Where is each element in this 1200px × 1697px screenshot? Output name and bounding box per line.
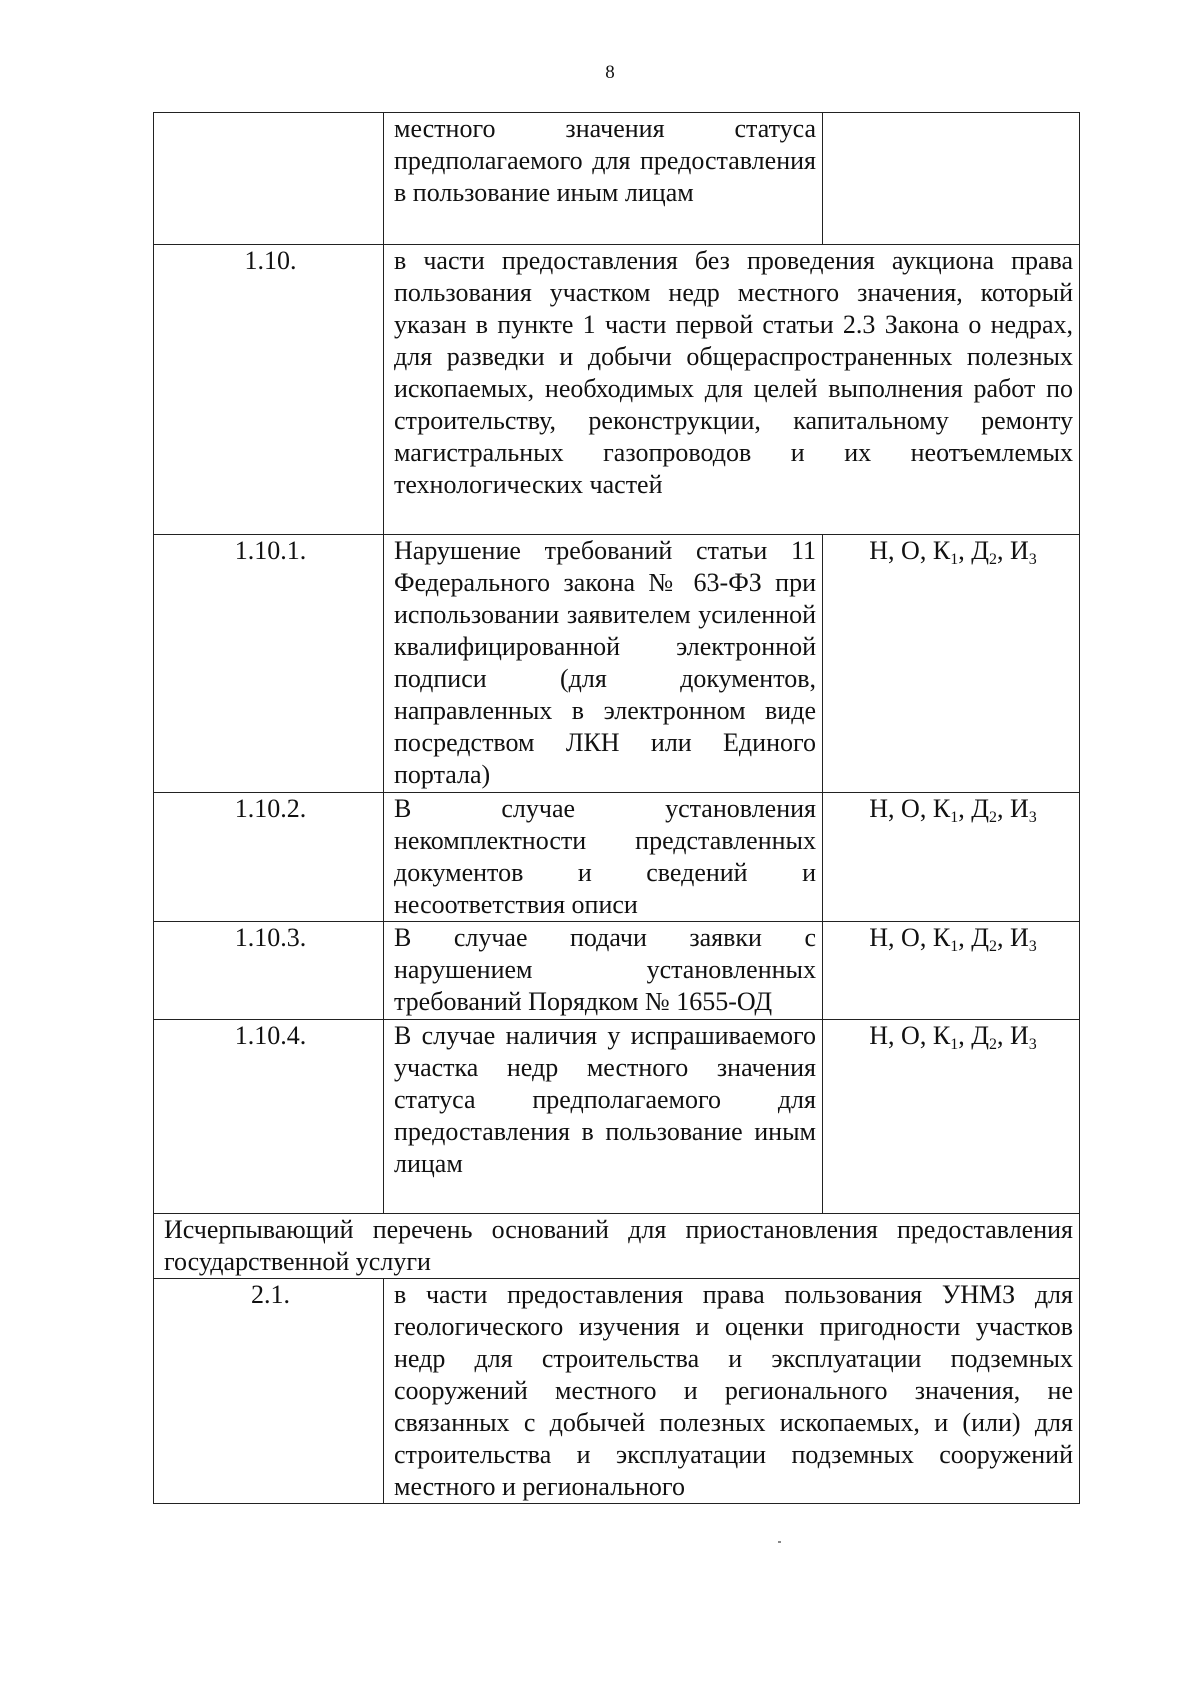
row-number: 2.1. xyxy=(154,1279,384,1504)
row-number: 1.10.2. xyxy=(154,793,384,922)
table-row xyxy=(154,535,1080,793)
scan-speck xyxy=(778,1541,781,1543)
code-text: , И xyxy=(996,794,1029,823)
code-text: , И xyxy=(996,1021,1029,1050)
code-subscript: 2 xyxy=(988,809,997,826)
table-row xyxy=(154,1020,1080,1214)
code-subscript: 3 xyxy=(1028,1036,1037,1053)
code-text: Н, О, К xyxy=(869,923,951,952)
row-codes xyxy=(823,793,1080,922)
table-row xyxy=(154,245,1080,535)
code-text: Н, О, К xyxy=(869,1021,951,1050)
code-subscript: 3 xyxy=(1028,551,1037,568)
row-description: в части предоставления без проведения аукциона права пользования участком недр местного значения, который указан в пункте 1 части первой статьи 2.3 Закона о недрах, для разведки и добычи общераспространенных полезных ископаемых, необходимых для целей выполнения работ по строительству, реконструкции, капитальному ремонту магистральных газопроводов и их неотъемлемых технологических частей xyxy=(384,245,1080,535)
row-description: В случае наличия у испрашиваемого участка недр местного значения статуса предполагаемого для предоставления в пользование иным лицам xyxy=(384,1020,823,1214)
section-heading: Исчерпывающий перечень оснований для приостановления предоставления государственной услуги xyxy=(154,1214,1080,1279)
row-number: 1.10. xyxy=(154,245,384,535)
code-subscript: 1 xyxy=(950,809,959,826)
table-row xyxy=(154,1279,1080,1504)
code-subscript: 1 xyxy=(950,938,959,955)
code-subscript: 3 xyxy=(1028,938,1037,955)
code-subscript: 2 xyxy=(988,1036,997,1053)
row-description: В случае установления некомплектности представленных документов и сведений и несоответствия описи xyxy=(384,793,823,922)
table-row xyxy=(154,113,1080,245)
row-number: 1.10.3. xyxy=(154,922,384,1020)
section-heading-row xyxy=(154,1214,1080,1279)
page-number: 8 xyxy=(605,62,615,83)
code-text: , Д xyxy=(958,794,989,823)
code-text: , И xyxy=(996,923,1029,952)
row-description: в части предоставления права пользования УНМЗ для геологического изучения и оценки пригодности участков недр для строительства и эксплуатации подземных сооружений местного и регионального значения, не связанных с добычей полезных ископаемых, и (или) для строительства и эксплуатации подземных сооружений местного и регионального xyxy=(384,1279,1080,1504)
grounds-table xyxy=(153,112,1080,1504)
row-number: 1.10.4. xyxy=(154,1020,384,1214)
row-number: 1.10.1. xyxy=(154,535,384,793)
code-text: , И xyxy=(996,536,1029,565)
row-codes xyxy=(823,1020,1080,1214)
code-text: Н, О, К xyxy=(869,536,951,565)
code-text: Н, О, К xyxy=(869,794,951,823)
row-description: местного значения статуса предполагаемого для предоставления в пользование иным лицам xyxy=(384,113,823,245)
code-text: , Д xyxy=(958,923,989,952)
table-row xyxy=(154,922,1080,1020)
row-codes xyxy=(823,535,1080,793)
code-subscript: 1 xyxy=(950,551,959,568)
row-codes xyxy=(823,113,1080,245)
code-text: , Д xyxy=(958,1021,989,1050)
row-codes xyxy=(823,922,1080,1020)
code-text: , Д xyxy=(958,536,989,565)
row-description: Нарушение требований статьи 11 Федерального закона № 63-ФЗ при использовании заявителем усиленной квалифицированной электронной подписи (для документов, направленных в электронном виде посредством ЛКН или Единого портала) xyxy=(384,535,823,793)
table-row xyxy=(154,793,1080,922)
code-subscript: 2 xyxy=(988,551,997,568)
row-number xyxy=(154,113,384,245)
code-subscript: 3 xyxy=(1028,809,1037,826)
row-description: В случае подачи заявки с нарушением установленных требований Порядком № 1655-ОД xyxy=(384,922,823,1020)
code-subscript: 2 xyxy=(988,938,997,955)
code-subscript: 1 xyxy=(950,1036,959,1053)
